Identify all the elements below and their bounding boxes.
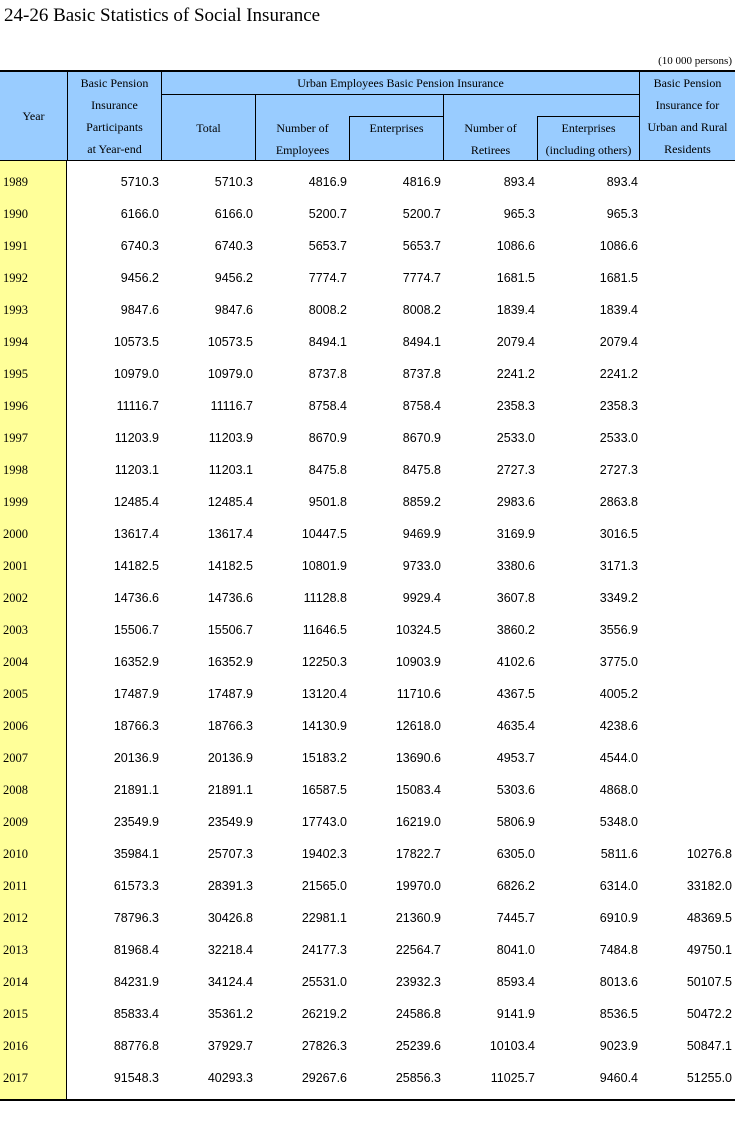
cell-year: 2007 [3,751,28,765]
cell-participants: 15506.7 [113,623,159,637]
cell-enterprises: 21360.9 [395,911,441,925]
cell-enterprises-incl: 9023.9 [599,1039,638,1053]
cell-enterprises: 9469.9 [402,527,441,541]
cell-retirees: 7445.7 [496,911,535,925]
cell-participants: 11116.7 [116,399,159,413]
cell-total: 6740.3 [214,239,253,253]
cell-year: 2011 [3,879,28,893]
cell-employees: 8475.8 [308,463,347,477]
cell-employees: 16587.5 [301,783,347,797]
cell-employees: 8008.2 [308,303,347,317]
cell-participants: 85833.4 [113,1007,159,1021]
cell-enterprises-incl: 2863.8 [599,495,638,509]
cell-participants: 78796.3 [113,911,159,925]
cell-year: 2009 [3,815,28,829]
table-row [0,550,735,582]
cell-employees: 4816.9 [308,175,347,189]
cell-enterprises-incl: 3016.5 [599,527,638,541]
cell-year: 2002 [3,591,28,605]
cell-enterprises: 4816.9 [402,175,441,189]
cell-employees: 21565.0 [301,879,347,893]
cell-enterprises: 22564.7 [395,943,441,957]
cell-retirees: 8041.0 [496,943,535,957]
cell-employees: 5200.7 [308,207,347,221]
cell-enterprises: 15083.4 [395,783,441,797]
cell-participants: 9456.2 [120,271,159,285]
cell-enterprises: 5653.7 [402,239,441,253]
table-row [0,326,735,358]
cell-year: 2004 [3,655,28,669]
cell-total: 15506.7 [207,623,253,637]
cell-enterprises: 10324.5 [395,623,441,637]
cell-total: 21891.1 [207,783,253,797]
table-row [0,902,735,934]
cell-enterprises: 13690.6 [395,751,441,765]
cell-total: 28391.3 [207,879,253,893]
cell-enterprises: 8008.2 [402,303,441,317]
cell-employees: 11646.5 [302,623,347,637]
cell-enterprises: 8758.4 [402,399,441,413]
table-row [0,358,735,390]
cell-rural: 48369.5 [686,911,732,925]
cell-enterprises: 23932.3 [395,975,441,989]
table-row [0,294,735,326]
cell-enterprises: 8737.8 [402,367,441,381]
cell-retirees: 6305.0 [496,847,535,861]
header-rural: Basic Pension Insurance for Urban and Rural Residents [647,76,728,156]
cell-total: 16352.9 [207,655,253,669]
cell-enterprises-incl: 4544.0 [599,751,638,765]
cell-total: 35361.2 [207,1007,253,1021]
cell-year: 2012 [3,911,28,925]
header-year: Year [22,109,45,123]
cell-year: 1990 [3,207,28,221]
cell-employees: 15183.2 [301,751,347,765]
unit-note: (10 000 persons) [658,55,732,67]
cell-enterprises: 9733.0 [402,559,441,573]
cell-retirees: 1681.5 [496,271,535,285]
cell-enterprises-incl: 5348.0 [599,815,638,829]
table-row [0,198,735,230]
cell-year: 2016 [3,1039,28,1053]
cell-year: 2001 [3,559,28,573]
cell-retirees: 2358.3 [496,399,535,413]
cell-participants: 5710.3 [120,175,159,189]
cell-enterprises-incl: 7484.8 [599,943,638,957]
cell-year: 2017 [3,1071,28,1085]
cell-participants: 35984.1 [113,847,159,861]
cell-participants: 17487.9 [113,687,159,701]
cell-enterprises-incl: 9460.4 [599,1071,638,1085]
cell-total: 10979.0 [207,367,253,381]
table-row [0,966,735,998]
header-employees: Number of Employees [275,120,330,157]
cell-employees: 9501.8 [308,495,347,509]
table-row [0,806,735,838]
table-row [0,742,735,774]
cell-retirees: 4367.5 [496,687,535,701]
cell-year: 2006 [3,719,28,733]
header-total: Total [196,120,221,135]
cell-participants: 11203.9 [114,431,159,445]
cell-enterprises-incl: 4868.0 [599,783,638,797]
cell-total: 5710.3 [214,175,253,189]
cell-total: 13617.4 [207,527,253,541]
cell-retirees: 4635.4 [496,719,535,733]
cell-total: 20136.9 [207,751,253,765]
cell-enterprises: 5200.7 [402,207,441,221]
cell-year: 1997 [3,431,28,445]
cell-enterprises-incl: 6314.0 [599,879,638,893]
cell-enterprises-incl: 3775.0 [599,655,638,669]
cell-enterprises-incl: 4238.6 [599,719,638,733]
cell-retirees: 2533.0 [496,431,535,445]
cell-employees: 8737.8 [308,367,347,381]
cell-enterprises-incl: 2358.3 [599,399,638,413]
cell-retirees: 2079.4 [496,335,535,349]
cell-enterprises: 19970.0 [395,879,441,893]
cell-participants: 10979.0 [113,367,159,381]
cell-year: 2003 [3,623,28,637]
cell-enterprises-incl: 2079.4 [599,335,638,349]
cell-enterprises: 8859.2 [402,495,441,509]
cell-enterprises-incl: 3349.2 [599,591,638,605]
cell-participants: 16352.9 [113,655,159,669]
cell-enterprises: 8475.8 [402,463,441,477]
cell-participants: 9847.6 [120,303,159,317]
cell-year: 2010 [3,847,28,861]
cell-participants: 21891.1 [113,783,159,797]
cell-retirees: 10103.4 [489,1039,535,1053]
cell-participants: 23549.9 [113,815,159,829]
cell-year: 1998 [3,463,28,477]
cell-enterprises: 12618.0 [395,719,441,733]
page-title: 24-26 Basic Statistics of Social Insurance [4,5,321,26]
cell-rural: 49750.1 [686,943,732,957]
cell-rural: 10276.8 [686,847,732,861]
cell-year: 1999 [3,495,28,509]
cell-total: 12485.4 [207,495,253,509]
cell-year: 1992 [3,271,28,285]
table-row [0,870,735,902]
cell-enterprises-incl: 2533.0 [599,431,638,445]
table-row [0,582,735,614]
cell-employees: 8670.9 [308,431,347,445]
cell-rural: 33182.0 [686,879,732,893]
cell-total: 11203.1 [208,463,253,477]
cell-enterprises: 10903.9 [395,655,441,669]
cell-retirees: 965.3 [503,207,535,221]
cell-participants: 13617.4 [113,527,159,541]
cell-participants: 14736.6 [113,591,159,605]
cell-employees: 10801.9 [301,559,347,573]
cell-year: 1995 [3,367,28,381]
cell-employees: 8494.1 [308,335,347,349]
cell-rural: 50472.2 [686,1007,732,1021]
cell-enterprises-incl: 2241.2 [599,367,638,381]
cell-year: 2014 [3,975,28,989]
cell-retirees: 4102.6 [496,655,535,669]
cell-total: 10573.5 [207,335,253,349]
cell-enterprises: 7774.7 [402,271,441,285]
table-row [0,230,735,262]
cell-employees: 12250.3 [301,655,347,669]
cell-retirees: 9141.9 [496,1007,535,1021]
cell-enterprises: 24586.8 [395,1007,441,1021]
cell-enterprises-incl: 5811.6 [600,847,638,861]
cell-total: 37929.7 [207,1039,253,1053]
cell-enterprises: 8494.1 [402,335,441,349]
cell-retirees: 4953.7 [496,751,535,765]
cell-year: 2013 [3,943,28,957]
cell-total: 14182.5 [207,559,253,573]
cell-enterprises-incl: 965.3 [606,207,638,221]
table-row [0,934,735,966]
table-row [0,774,735,806]
table-row [0,166,735,198]
cell-employees: 29267.6 [301,1071,347,1085]
cell-total: 11203.9 [208,431,253,445]
table-row [0,486,735,518]
cell-participants: 10573.5 [113,335,159,349]
table-row [0,710,735,742]
table-row [0,998,735,1030]
cell-participants: 11203.1 [114,463,159,477]
cell-participants: 81968.4 [113,943,159,957]
header-retirees: Number of Retirees [464,120,517,157]
cell-participants: 61573.3 [113,879,159,893]
cell-employees: 10447.5 [301,527,347,541]
cell-participants: 12485.4 [113,495,159,509]
cell-year: 1996 [3,399,28,413]
table-row [0,614,735,646]
cell-employees: 17743.0 [301,815,347,829]
cell-employees: 7774.7 [308,271,347,285]
cell-year: 1993 [3,303,28,317]
cell-participants: 6740.3 [120,239,159,253]
cell-retirees: 3607.8 [496,591,535,605]
cell-participants: 84231.9 [113,975,159,989]
cell-employees: 11128.8 [303,591,347,605]
cell-enterprises-incl: 1681.5 [599,271,638,285]
cell-enterprises-incl: 8013.6 [599,975,638,989]
cell-total: 30426.8 [207,911,253,925]
cell-total: 18766.3 [207,719,253,733]
cell-enterprises-incl: 1839.4 [599,303,638,317]
cell-enterprises: 8670.9 [402,431,441,445]
header-enterprises-incl: Enterprises (including others) [545,120,632,157]
cell-retirees: 2983.6 [496,495,535,509]
cell-enterprises-incl: 6910.9 [599,911,638,925]
cell-enterprises: 11710.6 [396,687,441,701]
cell-enterprises-incl: 3556.9 [599,623,638,637]
cell-retirees: 3380.6 [496,559,535,573]
cell-enterprises: 9929.4 [402,591,441,605]
cell-year: 2015 [3,1007,28,1021]
cell-participants: 20136.9 [113,751,159,765]
cell-employees: 8758.4 [308,399,347,413]
cell-retirees: 5806.9 [496,815,535,829]
cell-retirees: 893.4 [503,175,535,189]
cell-participants: 91548.3 [113,1071,159,1085]
cell-employees: 26219.2 [301,1007,347,1021]
table-row [0,422,735,454]
cell-retirees: 11025.7 [490,1071,535,1085]
cell-total: 9847.6 [214,303,253,317]
cell-year: 2008 [3,783,28,797]
cell-employees: 22981.1 [301,911,347,925]
cell-enterprises: 25239.6 [395,1039,441,1053]
table-row [0,1030,735,1062]
cell-employees: 24177.3 [301,943,347,957]
cell-total: 11116.7 [210,399,253,413]
cell-retirees: 3169.9 [496,527,535,541]
cell-retirees: 6826.2 [496,879,535,893]
table-row [0,646,735,678]
cell-participants: 88776.8 [113,1039,159,1053]
header-enterprises: Enterprises [369,121,424,135]
table-row [0,454,735,486]
table-row [0,1062,735,1094]
cell-total: 17487.9 [207,687,253,701]
table-row [0,678,735,710]
cell-participants: 6166.0 [120,207,159,221]
cell-year: 2005 [3,687,28,701]
cell-employees: 14130.9 [301,719,347,733]
cell-total: 40293.3 [207,1071,253,1085]
cell-retirees: 1086.6 [496,239,535,253]
cell-total: 25707.3 [207,847,253,861]
cell-total: 6166.0 [214,207,253,221]
table-row [0,518,735,550]
table-row [0,262,735,294]
cell-retirees: 8593.4 [496,975,535,989]
cell-total: 32218.4 [207,943,253,957]
cell-total: 34124.4 [207,975,253,989]
cell-rural: 50847.1 [686,1039,732,1053]
cell-participants: 14182.5 [113,559,159,573]
cell-total: 14736.6 [207,591,253,605]
cell-employees: 5653.7 [308,239,347,253]
cell-enterprises-incl: 3171.3 [599,559,638,573]
cell-employees: 19402.3 [301,847,347,861]
cell-rural: 51255.0 [686,1071,732,1085]
cell-participants: 18766.3 [113,719,159,733]
cell-total: 23549.9 [207,815,253,829]
cell-retirees: 2241.2 [496,367,535,381]
header-urban-group: Urban Employees Basic Pension Insurance [297,76,504,90]
cell-enterprises-incl: 8536.5 [599,1007,638,1021]
table-row [0,390,735,422]
cell-retirees: 5303.6 [496,783,535,797]
table-row [0,838,735,870]
cell-enterprises: 25856.3 [395,1071,441,1085]
cell-enterprises-incl: 893.4 [606,175,638,189]
cell-enterprises-incl: 1086.6 [599,239,638,253]
cell-year: 1989 [3,175,28,189]
cell-year: 2000 [3,527,28,541]
cell-enterprises: 16219.0 [395,815,441,829]
cell-retirees: 3860.2 [496,623,535,637]
cell-rural: 50107.5 [686,975,732,989]
cell-year: 1994 [3,335,28,349]
header-participants: Basic Pension Insurance Participants at Year-end [80,76,149,156]
cell-enterprises-incl: 2727.3 [599,463,638,477]
cell-retirees: 2727.3 [496,463,535,477]
cell-year: 1991 [3,239,28,253]
cell-enterprises-incl: 4005.2 [599,687,638,701]
cell-total: 9456.2 [214,271,253,285]
cell-enterprises: 17822.7 [395,847,441,861]
cell-employees: 25531.0 [301,975,347,989]
cell-retirees: 1839.4 [496,303,535,317]
cell-employees: 13120.4 [301,687,347,701]
cell-employees: 27826.3 [301,1039,347,1053]
